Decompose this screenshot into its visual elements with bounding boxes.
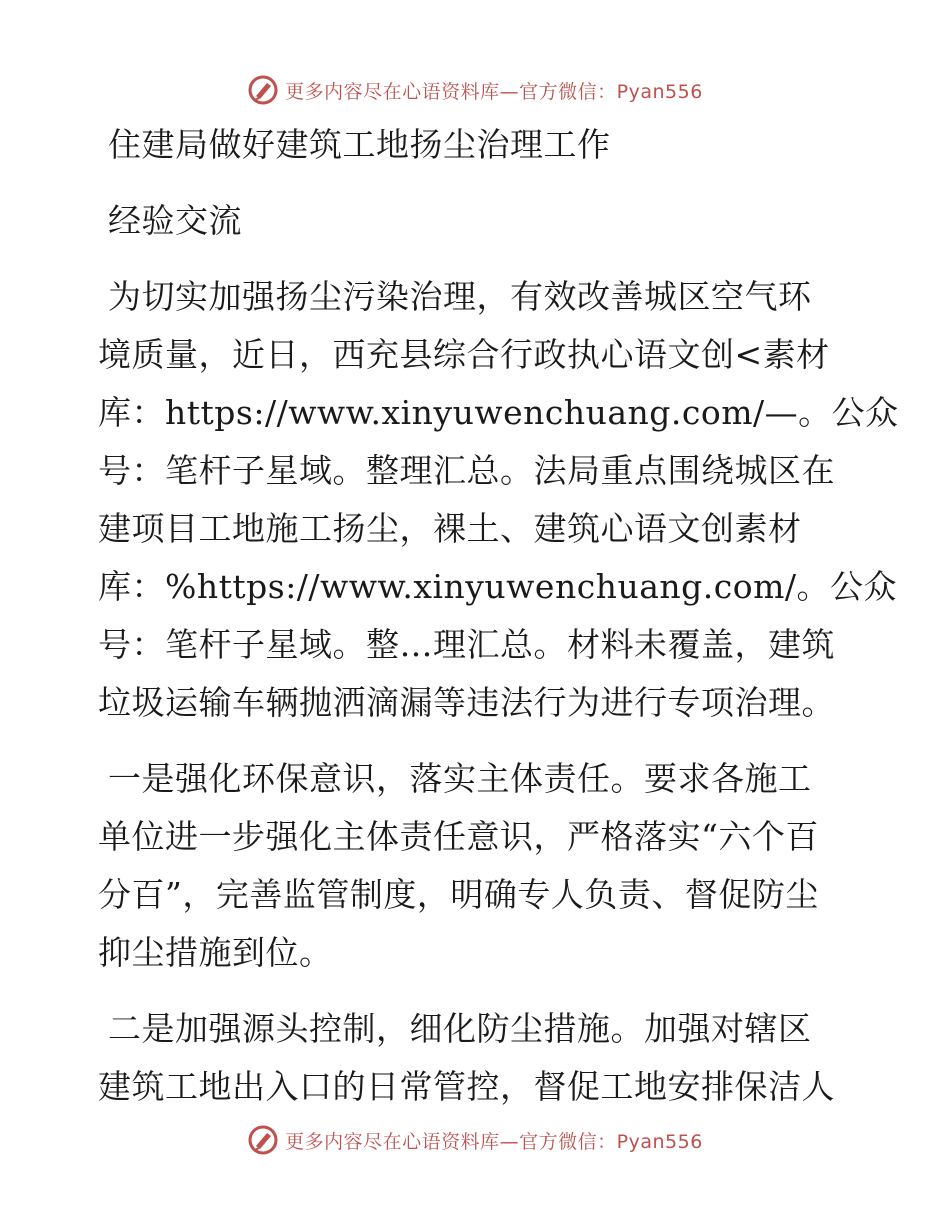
paragraph-line: 单位进一步强化主体责任意识，严格落实“六个百 bbox=[98, 817, 819, 856]
paragraph-line: 库：https://www.xinyuwenchuang.com/—。公众 bbox=[98, 393, 899, 432]
document-title-line: 住建局做好建筑工地扬尘治理工作 bbox=[108, 125, 611, 164]
paragraph bbox=[98, 750, 858, 982]
paragraph-line: 建筑工地出入口的日常管控，督促工地安排保洁人 bbox=[98, 1067, 835, 1106]
document-body bbox=[98, 116, 899, 1116]
paragraph-line: 为切实加强扬尘污染治理，有效改善城区空气环 bbox=[108, 277, 812, 316]
footer-watermark bbox=[0, 1120, 950, 1160]
watermark-text: 更多内容尽在心语资料库—官方微信：Pyan556 bbox=[285, 1130, 703, 1153]
paragraph-line: 二是加强源头控制，细化防尘措施。加强对辖区 bbox=[108, 1009, 812, 1048]
paragraph-line: 号：笔杆子星域。整理汇总。法局重点围绕城区在 bbox=[98, 451, 835, 490]
paragraph-line: 一是强化环保意识，落实主体责任。要求各施工 bbox=[108, 759, 812, 798]
watermark-logo-icon bbox=[247, 74, 279, 106]
paragraph-line: 建项目工地施工扬尘，裸土、建筑心语文创素材 bbox=[98, 509, 802, 548]
watermark-logo-icon bbox=[247, 1124, 279, 1156]
paragraph-line: 垃圾运输车辆抛洒滴漏等违法行为进行专项治理。 bbox=[98, 683, 835, 722]
paragraph-line: 库：%https://www.xinyuwenchuang.com/。公众 bbox=[98, 567, 897, 606]
paragraph-line: 抑尘措施到位。 bbox=[98, 933, 333, 972]
paragraph-line: 号：笔杆子星域。整…理汇总。材料未覆盖，建筑 bbox=[98, 625, 835, 664]
header-watermark bbox=[0, 70, 950, 110]
paragraph bbox=[98, 268, 899, 732]
document-title-line: 经验交流 bbox=[108, 201, 242, 240]
watermark-text: 更多内容尽在心语资料库—官方微信：Pyan556 bbox=[285, 80, 703, 103]
paragraph-line: 境质量，近日，西充县综合行政执心语文创<素材 bbox=[98, 335, 830, 374]
paragraph-line: 分百”，完善监管制度，明确专人负责、督促防尘 bbox=[98, 875, 819, 914]
paragraph bbox=[98, 1000, 858, 1116]
